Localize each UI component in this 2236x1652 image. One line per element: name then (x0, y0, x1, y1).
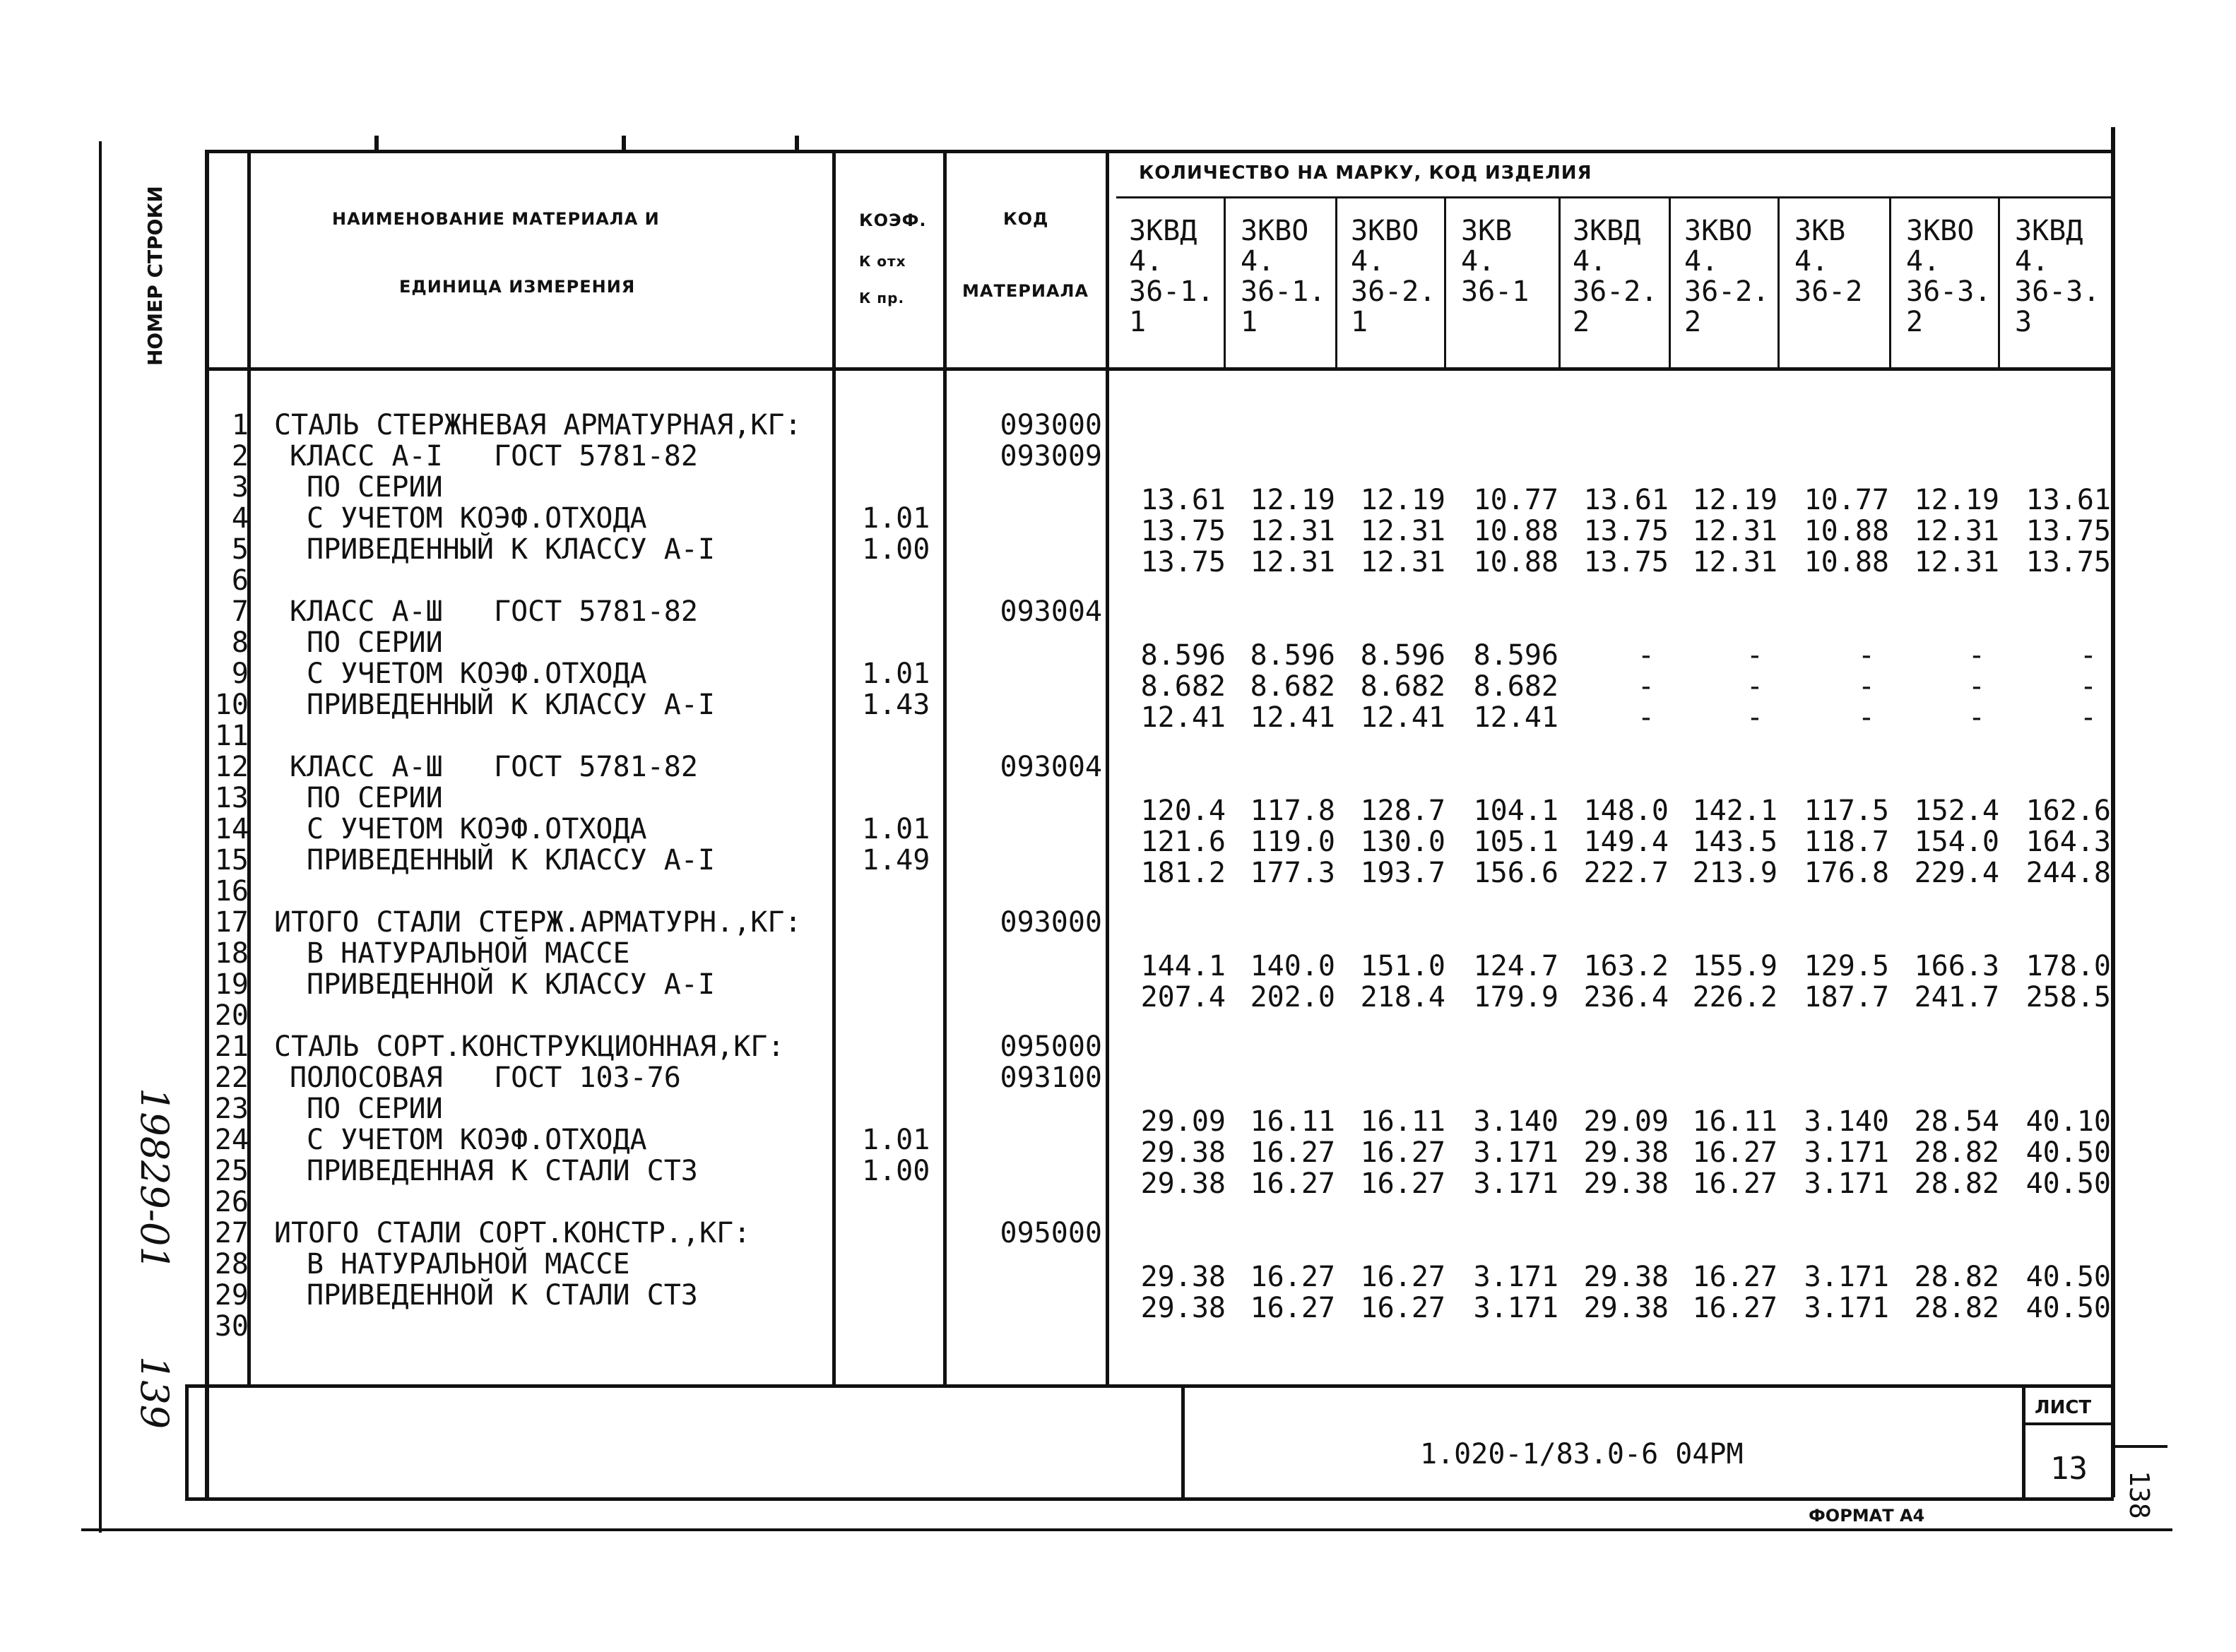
quantity-value: 28.82 (1914, 1261, 1999, 1293)
material-name: ПО СЕРИИ (307, 1093, 443, 1125)
row-number: 3 (231, 471, 249, 504)
quantity-value: 120.4 (1140, 795, 1226, 827)
quantity-value: 3.171 (1473, 1292, 1558, 1324)
quantity-value: 10.88 (1473, 515, 1558, 547)
quantity-value: 178.0 (2025, 950, 2111, 982)
row-number: 21 (214, 1030, 249, 1063)
quantity-value: 181.2 (1140, 857, 1226, 889)
row-number: 2 (231, 440, 249, 473)
row-number: 18 (214, 937, 249, 970)
material-name: С УЧЕТОМ КОЭФ.ОТХОДА (307, 658, 647, 690)
table-row (0, 1311, 2236, 1342)
row-number: 4 (231, 502, 249, 535)
coef-header-line3: К пр. (859, 290, 905, 307)
row-number: 19 (214, 968, 249, 1001)
quantity-value: 29.38 (1140, 1292, 1226, 1324)
quantity-value: 40.50 (2025, 1292, 2111, 1324)
quantity-value: 16.27 (1692, 1292, 1777, 1324)
quantity-value: 13.61 (1583, 484, 1669, 516)
row-number: 25 (214, 1155, 249, 1187)
quantity-value: - (1637, 670, 1655, 703)
row-number: 29 (214, 1279, 249, 1312)
quantity-header: КОЛИЧЕСТВО НА МАРКУ, КОД ИЗДЕЛИЯ (1139, 162, 1592, 184)
quantity-value: 218.4 (1360, 981, 1445, 1014)
quantity-value: 12.31 (1914, 515, 1999, 547)
quantity-value: 16.27 (1250, 1292, 1335, 1324)
row-number: 22 (214, 1062, 249, 1094)
material-name: ПРИВЕДЕННЫЙ К КЛАССУ А-I (307, 533, 715, 566)
quantity-value: 12.19 (1250, 484, 1335, 516)
quantity-value: 140.0 (1250, 950, 1335, 982)
coef-header-line2: К отх (859, 253, 906, 270)
quantity-value: 16.11 (1360, 1105, 1445, 1138)
table-row (0, 596, 2236, 627)
sheet-label: ЛИСТ (2035, 1397, 2092, 1418)
quantity-value: 16.27 (1692, 1261, 1777, 1293)
quantity-value: - (2079, 701, 2097, 734)
inventory-number: 19829-01 (132, 1088, 177, 1271)
material-name: ПРИВЕДЕННОЙ К СТАЛИ СТЗ (307, 1279, 698, 1312)
row-number: 11 (214, 720, 249, 752)
quantity-value: 13.75 (1583, 515, 1669, 547)
quantity-value: 16.27 (1250, 1136, 1335, 1169)
quantity-value: 12.41 (1360, 701, 1445, 734)
document-code: 1.020-1/83.0-6 04РМ (1420, 1438, 1744, 1470)
quantity-value: 104.1 (1473, 795, 1558, 827)
quantity-value: 8.682 (1473, 670, 1558, 703)
quantity-value: 142.1 (1692, 795, 1777, 827)
quantity-value: 177.3 (1250, 857, 1335, 889)
material-name: КЛАСС А-Ш ГОСТ 5781-82 (290, 751, 698, 783)
coefficient: 1.43 (862, 689, 930, 721)
coefficient: 1.01 (862, 1124, 930, 1156)
quantity-value: - (1746, 639, 1763, 672)
quantity-value: 8.682 (1140, 670, 1226, 703)
quantity-value: 8.682 (1360, 670, 1445, 703)
quantity-value: 28.82 (1914, 1136, 1999, 1169)
material-name: ПО СЕРИИ (307, 626, 443, 659)
quantity-value: 10.88 (1804, 546, 1889, 578)
name-header-line2: ЕДИНИЦА ИЗМЕРЕНИЯ (399, 277, 636, 297)
quantity-value: 12.31 (1692, 515, 1777, 547)
quantity-value: 16.27 (1250, 1167, 1335, 1200)
quantity-value: 16.27 (1360, 1261, 1445, 1293)
quantity-value: 8.682 (1250, 670, 1335, 703)
quantity-value: 119.0 (1250, 826, 1335, 858)
material-code: 093009 (1000, 440, 1102, 473)
quantity-value: 207.4 (1140, 981, 1226, 1014)
coefficient: 1.01 (862, 658, 930, 690)
table-row (0, 1093, 2236, 1138)
material-name: СТАЛЬ СОРТ.КОНСТРУКЦИОННАЯ,КГ: (274, 1030, 785, 1063)
material-name: ПРИВЕДЕННОЙ К КЛАССУ А-I (307, 968, 715, 1001)
row-number: 30 (214, 1310, 249, 1343)
quantity-value: 28.54 (1914, 1105, 1999, 1138)
table-row (0, 1187, 2236, 1218)
quantity-value: 148.0 (1583, 795, 1669, 827)
quantity-value: 151.0 (1360, 950, 1445, 982)
material-code: 093000 (1000, 906, 1102, 939)
material-name: ПО СЕРИИ (307, 782, 443, 814)
code-header-line2: МАТЕРИАЛА (962, 281, 1089, 301)
row-number: 5 (231, 533, 249, 566)
quantity-value: 29.38 (1140, 1136, 1226, 1169)
table-row (0, 751, 2236, 783)
mark-header: 3КВ 4. 36-2 (1794, 215, 1863, 308)
quantity-value: 258.5 (2025, 981, 2111, 1014)
quantity-value: 29.38 (1583, 1292, 1669, 1324)
material-code: 095000 (1000, 1030, 1102, 1063)
material-name: ИТОГО СТАЛИ СТЕРЖ.АРМАТУРН.,КГ: (274, 906, 802, 939)
quantity-value: 128.7 (1360, 795, 1445, 827)
row-number: 24 (214, 1124, 249, 1156)
table-row (0, 1062, 2236, 1093)
quantity-value: 117.5 (1804, 795, 1889, 827)
quantity-value: 29.38 (1583, 1136, 1669, 1169)
quantity-value: - (1746, 701, 1763, 734)
quantity-value: 162.6 (2025, 795, 2111, 827)
quantity-value: - (1857, 670, 1875, 703)
quantity-value: 16.11 (1250, 1105, 1335, 1138)
quantity-value: 13.75 (1140, 546, 1226, 578)
table-row (0, 907, 2236, 938)
coefficient: 1.00 (862, 1155, 930, 1187)
row-number: 16 (214, 875, 249, 908)
quantity-value: 40.50 (2025, 1167, 2111, 1200)
row-number: 8 (231, 626, 249, 659)
quantity-value: 154.0 (1914, 826, 1999, 858)
material-name: ПРИВЕДЕННЫЙ К КЛАССУ А-I (307, 844, 715, 876)
material-name: ПОЛОСОВАЯ ГОСТ 103-76 (290, 1062, 681, 1094)
material-code: 093004 (1000, 595, 1102, 628)
material-name: ИТОГО СТАЛИ СОРТ.КОНСТР.,КГ: (274, 1217, 751, 1249)
row-number: 28 (214, 1248, 249, 1280)
quantity-value: 155.9 (1692, 950, 1777, 982)
row-number: 13 (214, 782, 249, 814)
page-number: 138 (2124, 1470, 2155, 1519)
mark-header: 3КВД 4. 36-3. 3 (2015, 215, 2100, 338)
quantity-value: - (1968, 639, 1985, 672)
quantity-value: 8.596 (1140, 639, 1226, 672)
row-number-header: НОМЕР СТРОКИ (143, 186, 167, 366)
coefficient: 1.01 (862, 813, 930, 845)
quantity-value: 16.27 (1360, 1167, 1445, 1200)
quantity-value: 156.6 (1473, 857, 1558, 889)
quantity-value: 241.7 (1914, 981, 1999, 1014)
quantity-value: 121.6 (1140, 826, 1226, 858)
quantity-value: 12.19 (1914, 484, 1999, 516)
quantity-value: 226.2 (1692, 981, 1777, 1014)
table-row (0, 1031, 2236, 1062)
table-row (0, 410, 2236, 441)
quantity-value: 29.09 (1583, 1105, 1669, 1138)
coef-header-line1: КОЭФ. (859, 210, 927, 230)
code-header-line1: КОД (1003, 209, 1049, 229)
table-row (0, 876, 2236, 907)
quantity-value: 3.171 (1473, 1167, 1558, 1200)
quantity-value: 12.41 (1250, 701, 1335, 734)
table-row (0, 502, 2236, 547)
handwritten-number: 139 (132, 1356, 177, 1430)
material-code: 095000 (1000, 1217, 1102, 1249)
row-number: 17 (214, 906, 249, 939)
table-row (0, 441, 2236, 472)
material-name: КЛАСС А-I ГОСТ 5781-82 (290, 440, 698, 473)
quantity-value: 222.7 (1583, 857, 1669, 889)
quantity-value: 187.7 (1804, 981, 1889, 1014)
quantity-value: 12.31 (1692, 546, 1777, 578)
quantity-value: 129.5 (1804, 950, 1889, 982)
quantity-value: 3.171 (1804, 1167, 1889, 1200)
quantity-value: 28.82 (1914, 1167, 1999, 1200)
mark-header: 3КВО 4. 36-2. 1 (1351, 215, 1436, 338)
quantity-value: 12.31 (1250, 546, 1335, 578)
quantity-value: 213.9 (1692, 857, 1777, 889)
quantity-value: 16.27 (1692, 1136, 1777, 1169)
quantity-value: 40.10 (2025, 1105, 2111, 1138)
table-row (0, 1248, 2236, 1293)
quantity-value: 13.75 (1140, 515, 1226, 547)
row-number: 7 (231, 595, 249, 628)
mark-header: 3КВД 4. 36-2. 2 (1573, 215, 1658, 338)
material-code: 093100 (1000, 1062, 1102, 1094)
table-row (0, 1000, 2236, 1031)
quantity-value: 12.31 (1250, 515, 1335, 547)
quantity-value: 10.77 (1804, 484, 1889, 516)
table-row (0, 720, 2236, 751)
table-row (0, 1279, 2236, 1324)
quantity-value: 3.171 (1473, 1136, 1558, 1169)
quantity-value: 124.7 (1473, 950, 1558, 982)
quantity-value: 28.82 (1914, 1292, 1999, 1324)
material-name: ПРИВЕДЕННАЯ К СТАЛИ СТЗ (307, 1155, 698, 1187)
quantity-value: 10.88 (1473, 546, 1558, 578)
quantity-value: 3.171 (1473, 1261, 1558, 1293)
quantity-value: 3.140 (1473, 1105, 1558, 1138)
quantity-value: - (1637, 639, 1655, 672)
material-name: СТАЛЬ СТЕРЖНЕВАЯ АРМАТУРНАЯ,КГ: (274, 409, 802, 441)
quantity-value: 29.38 (1583, 1167, 1669, 1200)
row-number: 1 (231, 409, 249, 441)
material-name: В НАТУРАЛЬНОЙ МАССЕ (307, 937, 630, 970)
table-row (0, 1124, 2236, 1169)
quantity-value: - (2079, 670, 2097, 703)
quantity-value: - (2079, 639, 2097, 672)
row-number: 23 (214, 1093, 249, 1125)
quantity-value: 229.4 (1914, 857, 1999, 889)
quantity-value: 13.75 (2025, 546, 2111, 578)
quantity-value: 12.41 (1473, 701, 1558, 734)
mark-header: 3КВ 4. 36-1 (1461, 215, 1530, 308)
table-row (0, 1218, 2236, 1249)
row-number: 27 (214, 1217, 249, 1249)
material-name: В НАТУРАЛЬНОЙ МАССЕ (307, 1248, 630, 1280)
coefficient: 1.49 (862, 844, 930, 876)
row-number: 9 (231, 658, 249, 690)
table-row (0, 471, 2236, 516)
quantity-value: 13.75 (1583, 546, 1669, 578)
material-name: ПРИВЕДЕННЫЙ К КЛАССУ А-I (307, 689, 715, 721)
quantity-value: 149.4 (1583, 826, 1669, 858)
quantity-value: 40.50 (2025, 1136, 2111, 1169)
sheet-number: 13 (2050, 1451, 2088, 1487)
quantity-value: - (1968, 701, 1985, 734)
quantity-value: 118.7 (1804, 826, 1889, 858)
quantity-value: 12.41 (1140, 701, 1226, 734)
quantity-value: 10.77 (1473, 484, 1558, 516)
quantity-value: 16.27 (1250, 1261, 1335, 1293)
material-code: 093000 (1000, 409, 1102, 441)
quantity-value: - (1857, 701, 1875, 734)
row-number: 20 (214, 999, 249, 1032)
quantity-value: 16.27 (1360, 1292, 1445, 1324)
mark-header: 3КВО 4. 36-3. 2 (1906, 215, 1992, 338)
material-name: ПО СЕРИИ (307, 471, 443, 504)
quantity-value: 12.31 (1360, 515, 1445, 547)
quantity-value: 8.596 (1250, 639, 1335, 672)
mark-header: 3КВО 4. 36-1. 1 (1241, 215, 1326, 338)
table-row (0, 626, 2236, 672)
quantity-value: - (1968, 670, 1985, 703)
table-row (0, 813, 2236, 858)
quantity-value: 12.19 (1360, 484, 1445, 516)
table-row (0, 968, 2236, 1014)
quantity-value: 236.4 (1583, 981, 1669, 1014)
quantity-value: 13.61 (2025, 484, 2111, 516)
quantity-value: 3.171 (1804, 1261, 1889, 1293)
quantity-value: 3.171 (1804, 1136, 1889, 1169)
table-row (0, 689, 2236, 734)
quantity-value: 10.88 (1804, 515, 1889, 547)
quantity-value: - (1746, 670, 1763, 703)
quantity-value: 163.2 (1583, 950, 1669, 982)
quantity-value: 16.27 (1360, 1136, 1445, 1169)
row-number: 14 (214, 813, 249, 845)
quantity-value: 13.75 (2025, 515, 2111, 547)
quantity-value: 130.0 (1360, 826, 1445, 858)
quantity-value: 29.38 (1140, 1167, 1226, 1200)
row-number: 6 (231, 564, 249, 597)
quantity-value: 202.0 (1250, 981, 1335, 1014)
material-name: С УЧЕТОМ КОЭФ.ОТХОДА (307, 813, 647, 845)
quantity-value: - (1637, 701, 1655, 734)
quantity-value: 117.8 (1250, 795, 1335, 827)
quantity-value: 193.7 (1360, 857, 1445, 889)
quantity-value: 244.8 (2025, 857, 2111, 889)
quantity-value: 3.171 (1804, 1292, 1889, 1324)
quantity-value: 40.50 (2025, 1261, 2111, 1293)
quantity-value: 29.38 (1583, 1261, 1669, 1293)
quantity-value: 12.19 (1692, 484, 1777, 516)
quantity-value: 143.5 (1692, 826, 1777, 858)
quantity-value: 152.4 (1914, 795, 1999, 827)
quantity-value: 29.09 (1140, 1105, 1226, 1138)
quantity-value: 12.31 (1360, 546, 1445, 578)
quantity-value: 179.9 (1473, 981, 1558, 1014)
table-row (0, 658, 2236, 703)
coefficient: 1.00 (862, 533, 930, 566)
row-number: 15 (214, 844, 249, 876)
quantity-value: 16.27 (1692, 1167, 1777, 1200)
table-row (0, 782, 2236, 827)
table-row (0, 565, 2236, 596)
quantity-value: 8.596 (1473, 639, 1558, 672)
row-number: 10 (214, 689, 249, 721)
quantity-value: 13.61 (1140, 484, 1226, 516)
table-row (0, 937, 2236, 982)
table-row (0, 844, 2236, 889)
quantity-value: 166.3 (1914, 950, 1999, 982)
quantity-value: 105.1 (1473, 826, 1558, 858)
coefficient: 1.01 (862, 502, 930, 535)
material-name: С УЧЕТОМ КОЭФ.ОТХОДА (307, 1124, 647, 1156)
quantity-value: 16.11 (1692, 1105, 1777, 1138)
mark-header: 3КВД 4. 36-1. 1 (1129, 215, 1214, 338)
material-name: КЛАСС А-Ш ГОСТ 5781-82 (290, 595, 698, 628)
material-name: С УЧЕТОМ КОЭФ.ОТХОДА (307, 502, 647, 535)
quantity-value: 176.8 (1804, 857, 1889, 889)
quantity-value: 3.140 (1804, 1105, 1889, 1138)
quantity-value: - (1857, 639, 1875, 672)
table-row (0, 533, 2236, 578)
row-number: 26 (214, 1186, 249, 1218)
quantity-value: 8.596 (1360, 639, 1445, 672)
mark-header: 3КВО 4. 36-2. 2 (1684, 215, 1770, 338)
quantity-value: 29.38 (1140, 1261, 1226, 1293)
quantity-value: 164.3 (2025, 826, 2111, 858)
quantity-value: 144.1 (1140, 950, 1226, 982)
material-code: 093004 (1000, 751, 1102, 783)
table-row (0, 1155, 2236, 1200)
row-number: 12 (214, 751, 249, 783)
name-header-line1: НАИМЕНОВАНИЕ МАТЕРИАЛА И (332, 209, 660, 229)
format-label: ФОРМАТ А4 (1809, 1506, 1925, 1526)
quantity-value: 12.31 (1914, 546, 1999, 578)
